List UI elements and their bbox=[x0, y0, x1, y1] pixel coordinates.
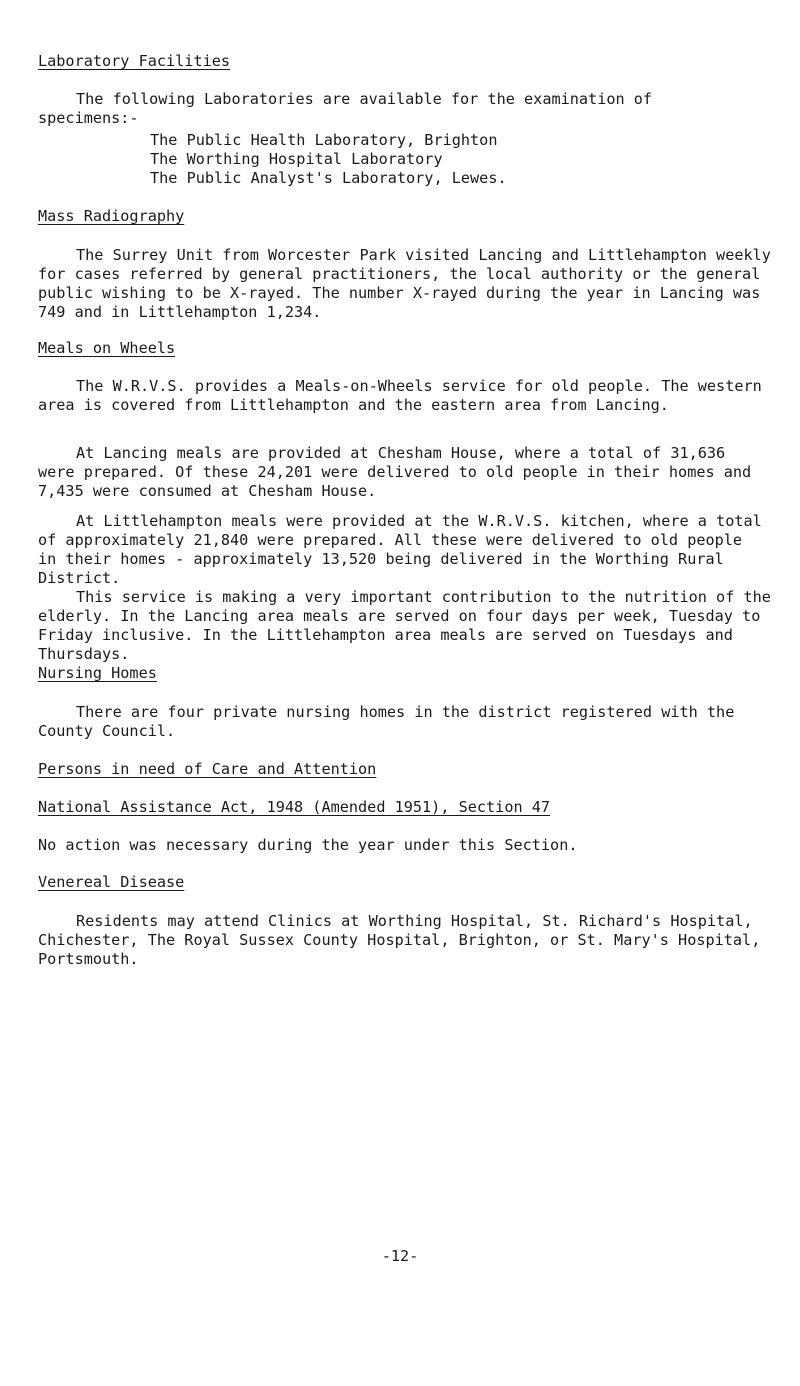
care-heading: Persons in need of Care and Attention bbox=[38, 760, 377, 778]
meals-paragraph-1: The W.R.V.S. provides a Meals-on-Wheels service for old people. The western area is covered from Littlehampton and the eastern area from Lancing. bbox=[38, 377, 762, 414]
radiography-heading: Mass Radiography bbox=[38, 207, 185, 225]
lab-item: The Public Health Laboratory, Brighton bbox=[150, 131, 498, 149]
meals-heading: Meals on Wheels bbox=[38, 339, 176, 357]
meals-paragraph-2: At Lancing meals are provided at Chesham House, where a total of 31,636 were prepared. Of these 24,201 were delivered to old people in their homes and 7,435 were consumed at Chesham House. bbox=[38, 444, 752, 500]
lab-item: The Worthing Hospital Laboratory bbox=[150, 150, 443, 168]
page-number: -12- bbox=[381, 1247, 419, 1265]
meals-paragraph-3: At Littlehampton meals were provided at the W.R.V.S. kitchen, where a total of approximately 21,840 were prepared. All these were delivered to old people in their homes - approximately 13,520 being delivered in the Worthing Rural District. bbox=[38, 512, 762, 587]
meals-paragraph-4: This service is making a very important contribution to the nutrition of the elderly. In the Lancing area meals are served on four days per week, Tuesday to Friday inclusive. In the Littlehampton area meals are served on Tuesdays and Thursdays. bbox=[38, 588, 771, 663]
care-subheading: National Assistance Act, 1948 (Amended 1951), Section 47 bbox=[38, 798, 551, 816]
venereal-heading: Venereal Disease bbox=[38, 873, 185, 891]
care-text: No action was necessary during the year under this Section. bbox=[38, 836, 578, 854]
lab-item: The Public Analyst's Laboratory, Lewes. bbox=[150, 169, 507, 187]
nursing-text: There are four private nursing homes in the district registered with the County Council. bbox=[38, 703, 735, 740]
venereal-text: Residents may attend Clinics at Worthing Hospital, St. Richard's Hospital, Chichester, The Royal Sussex County Hospital, Brighton, or St. Mary's Hospital, Portsmouth. bbox=[38, 912, 761, 968]
nursing-heading: Nursing Homes bbox=[38, 664, 157, 682]
laboratory-heading: Laboratory Facilities bbox=[38, 52, 231, 70]
radiography-text: The Surrey Unit from Worcester Park visited Lancing and Littlehampton weekly for cases referred by general practitioners, the local authority or the general public wishing to be X-rayed. The number X-rayed during the year in Lancing was 749 and in Littlehampton 1,234. bbox=[38, 246, 771, 321]
laboratory-intro: The following Laboratories are available for the examination of specimens:- bbox=[38, 90, 653, 127]
